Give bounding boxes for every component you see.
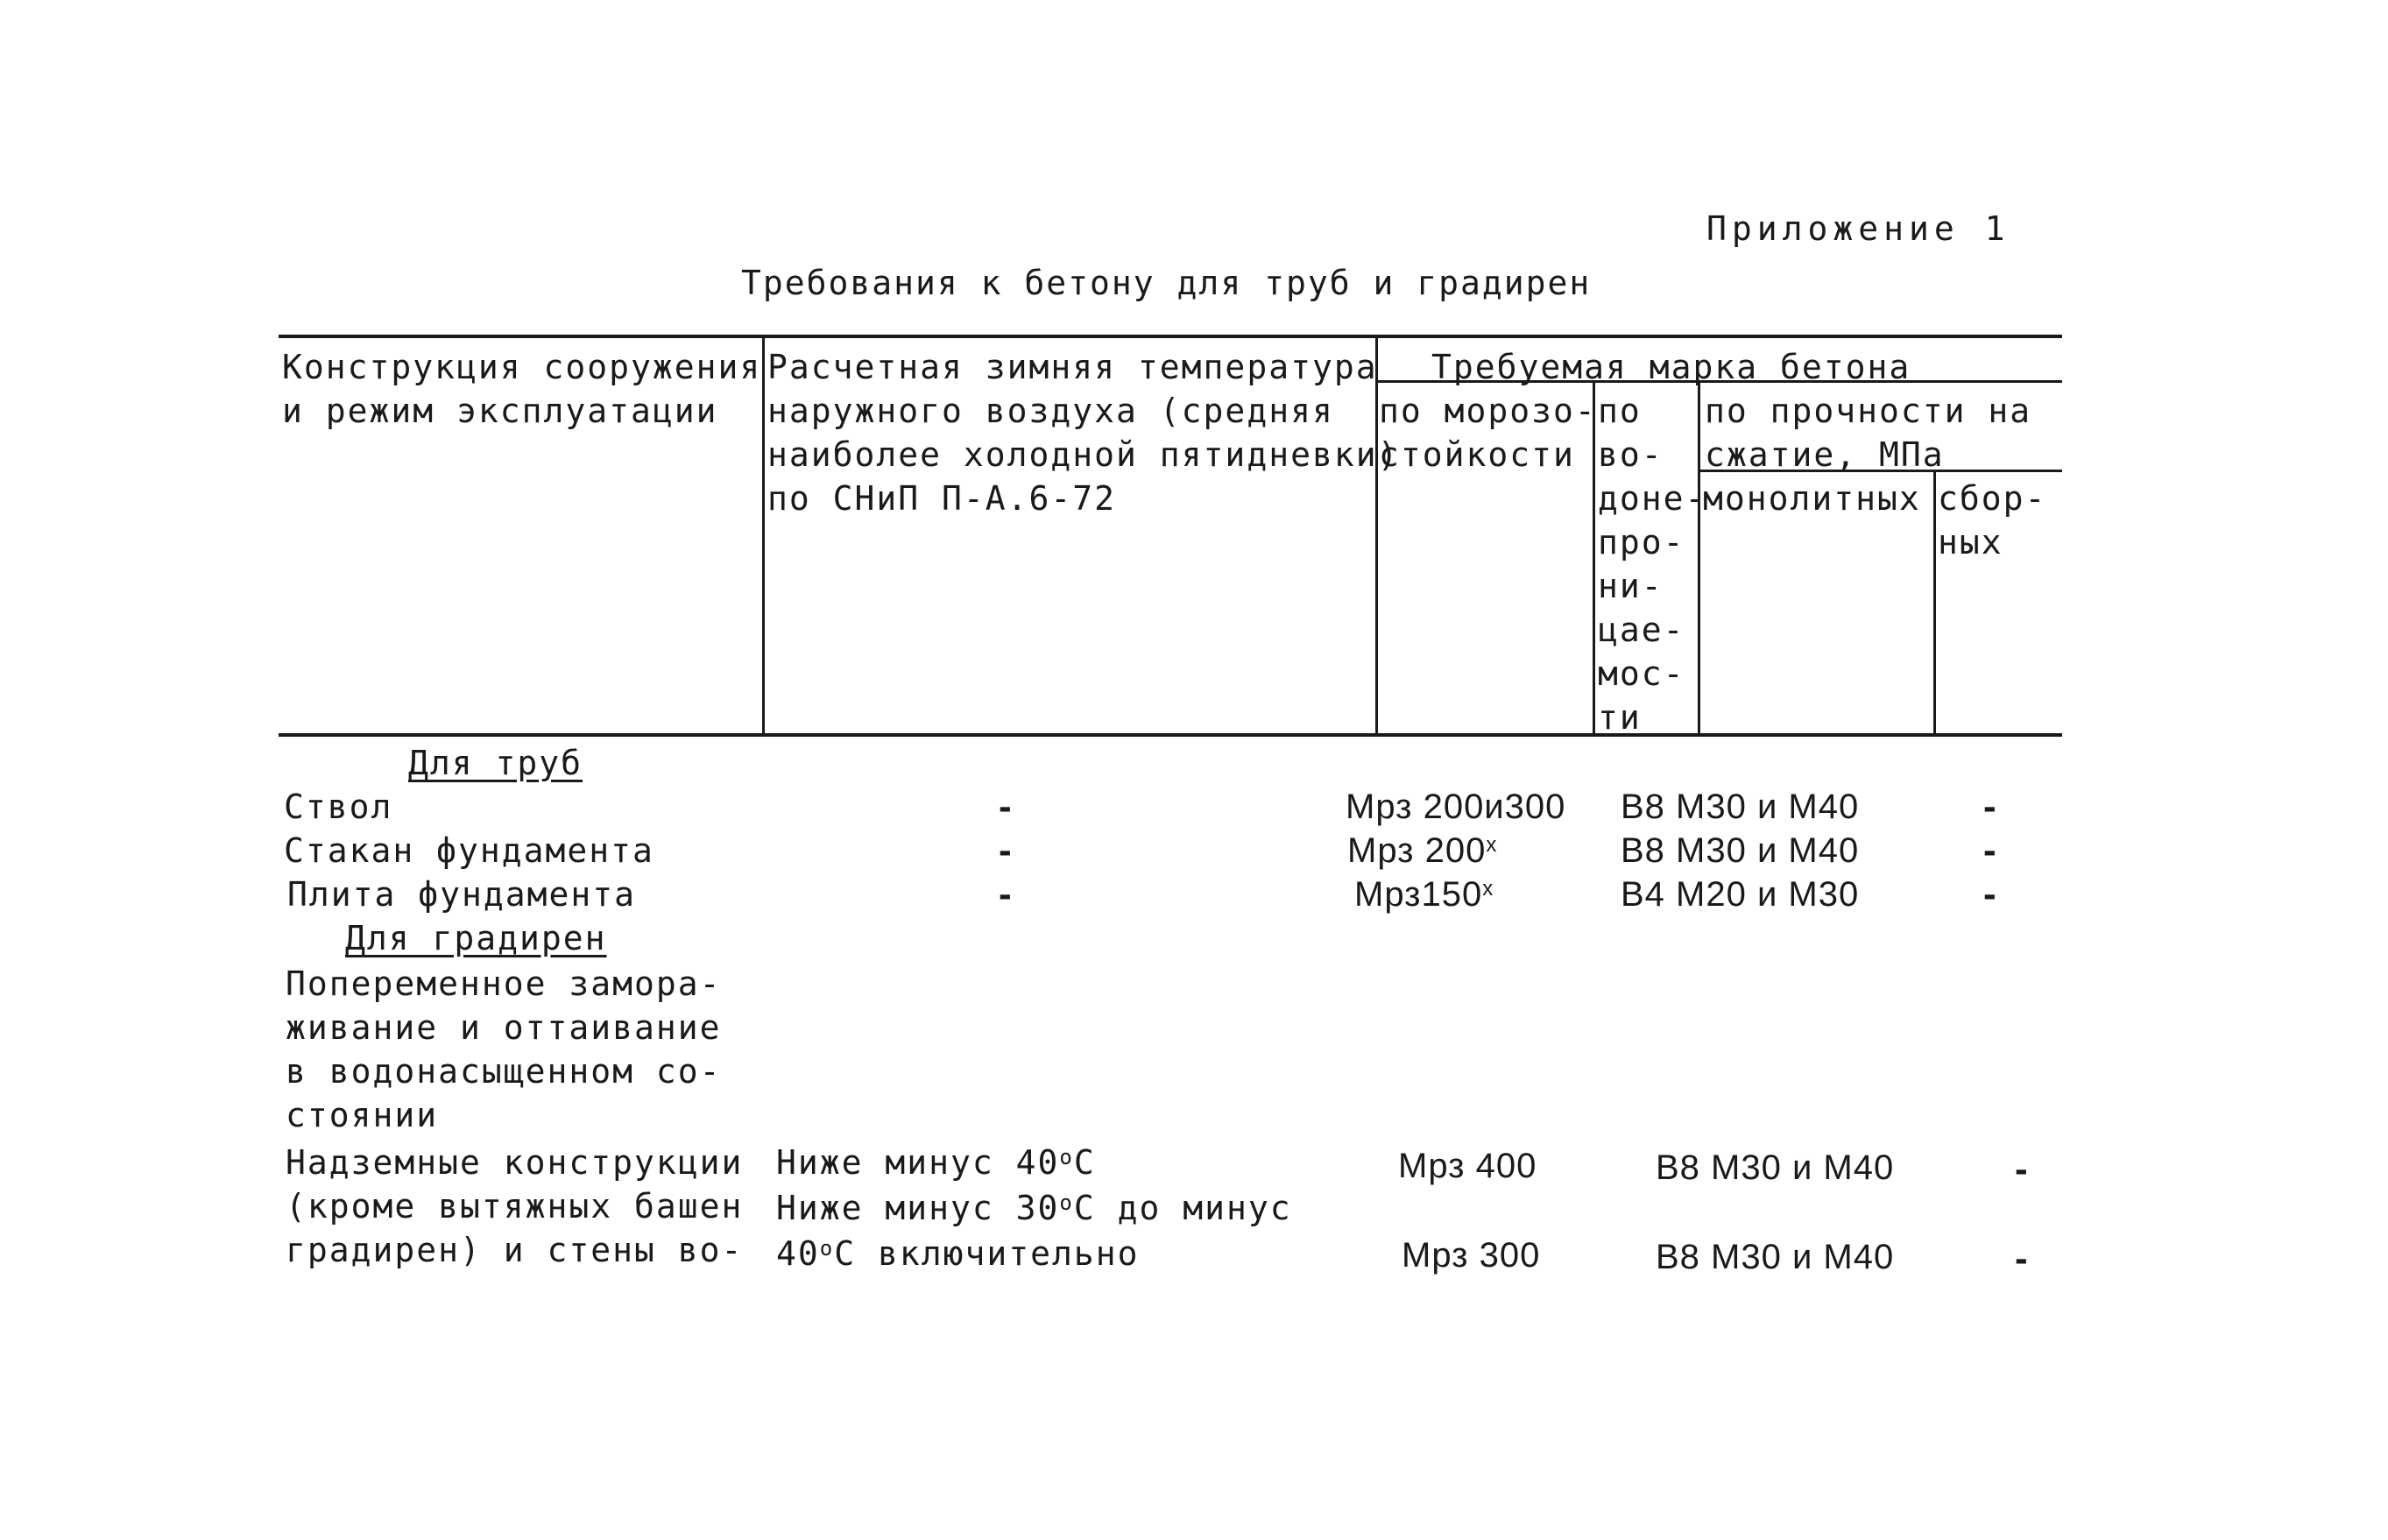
frost-grade: Мрз 300 — [1402, 1236, 1541, 1275]
strength-grade: В8 М30 и М40 — [1656, 1238, 1895, 1276]
row-label: Ствол — [284, 788, 393, 826]
temp-condition-b-cont: $40^оС$ включительно — [776, 1234, 1140, 1273]
temp-condition-b: Ниже минус $30^оС$ до минус — [776, 1189, 1292, 1227]
row-label-line: Попеременное замора- — [286, 964, 722, 1003]
column-divider-1 — [762, 336, 765, 735]
strength-grade: В8 М30 и М40 — [1656, 1148, 1895, 1187]
temp-condition-a: Ниже минус $40^оС$ — [776, 1143, 1096, 1182]
section-towers: Для градирен — [345, 919, 607, 957]
temp-dash: - — [999, 829, 1012, 872]
column-divider-3 — [1593, 382, 1595, 735]
row-label-line: в водонасыщенном со- — [286, 1052, 722, 1091]
temp-dash: - — [999, 872, 1012, 915]
frost-grade: Мрз 200$^x$ — [1347, 831, 1498, 870]
row-label-line: (кроме вытяжных башен — [286, 1187, 744, 1226]
frost-grade: Мрз150$^x$ — [1354, 875, 1494, 914]
row-label-line: живание и оттаивание — [286, 1008, 722, 1047]
header-group-concrete-grade: Требуемая марка бетона — [1431, 348, 1911, 386]
precast-dash: - — [1983, 829, 1996, 872]
header-col-monolithic: монолитных — [1703, 479, 1921, 518]
row-label: Стакан фундамента — [284, 831, 654, 870]
row-label-line: Надземные конструкции — [286, 1143, 744, 1182]
row-label: Плита фундамента — [287, 875, 637, 914]
frost-grade: Мрз 200и300 — [1346, 788, 1566, 826]
frost-grade: Мрз 400 — [1398, 1147, 1537, 1185]
strength-grade: В4 М20 и М30 — [1621, 875, 1860, 914]
appendix-label: Приложение 1 — [1706, 209, 2010, 248]
column-divider-5 — [1933, 471, 1936, 735]
column-divider-2 — [1375, 336, 1378, 735]
table-header-bottom-rule — [279, 733, 2062, 737]
strength-grade: В8 М30 и М40 — [1621, 831, 1860, 870]
temp-dash: - — [999, 785, 1012, 828]
precast-dash: - — [1983, 872, 1996, 915]
row-label-line: стоянии — [286, 1096, 439, 1134]
section-pipes: Для труб — [408, 744, 583, 782]
strength-grade: В8 М30 и М40 — [1621, 788, 1860, 826]
row-label-line: градирен) и стены во- — [286, 1231, 744, 1269]
precast-dash: - — [1983, 785, 1996, 828]
precast-dash: - — [2015, 1237, 2028, 1280]
column-divider-4 — [1698, 382, 1700, 735]
table-top-rule — [279, 335, 2062, 338]
document-title: Требования к бетону для труб и градирен — [741, 264, 1592, 302]
precast-dash: - — [2015, 1148, 2028, 1190]
